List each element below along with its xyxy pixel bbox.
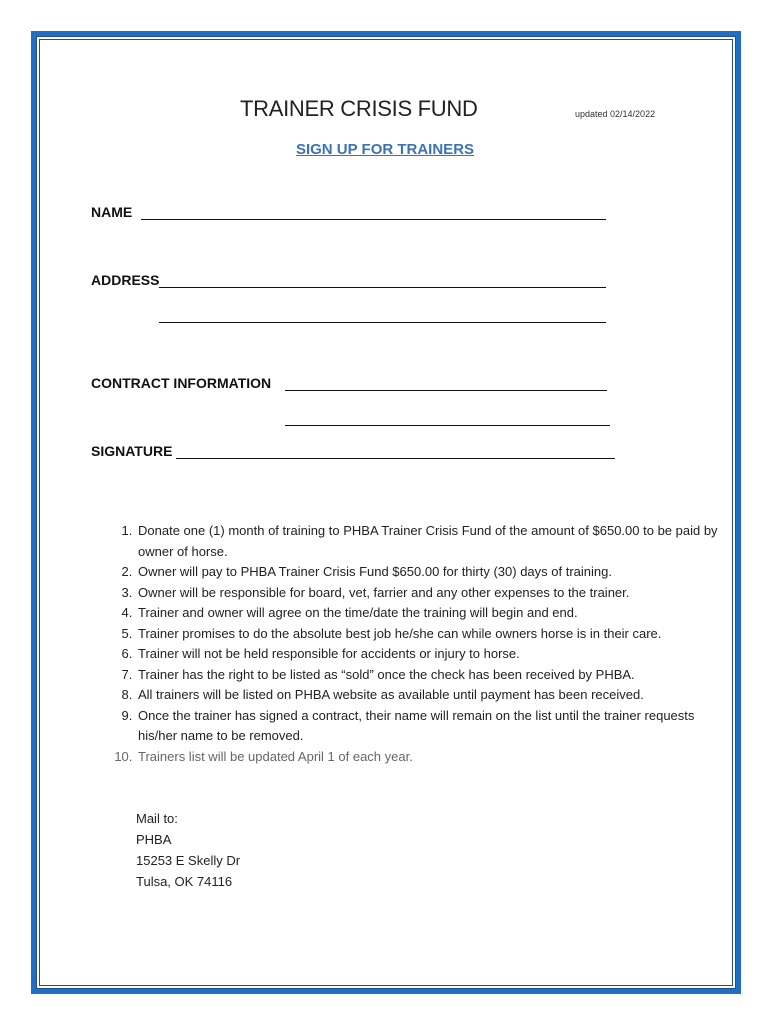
contract-label: CONTRACT INFORMATION [91, 375, 272, 391]
name-label: NAME [91, 204, 133, 220]
list-item: 4. Trainer and owner will agree on the time/date the training will begin and end. [136, 603, 736, 624]
signature-field[interactable] [176, 458, 615, 459]
address-field-line-2[interactable] [159, 322, 606, 323]
mail-line-2: 15253 E Skelly Dr [136, 853, 241, 868]
list-item: 5. Trainer promises to do the absolute best job he/she can while owners horse is in their care. [136, 624, 736, 645]
list-item: 9. Once the trainer has signed a contract, their name will remain on the list until the trainer requests his/her name to be removed. [136, 706, 736, 747]
mail-line-1: PHBA [136, 832, 172, 847]
signature-label: SIGNATURE [91, 443, 173, 459]
mail-line-3: Tulsa, OK 74116 [136, 874, 233, 889]
address-label: ADDRESS [91, 272, 160, 288]
contract-field-line-2[interactable] [285, 425, 610, 426]
contract-field-line-1[interactable] [285, 390, 607, 391]
name-field[interactable] [141, 219, 606, 220]
document-title: TRAINER CRISIS FUND [240, 96, 478, 121]
address-field-line-1[interactable] [159, 287, 606, 288]
terms-list [100, 521, 736, 767]
list-item: 3. Owner will be responsible for board, vet, farrier and any other expenses to the trainer. [136, 583, 736, 604]
form-subtitle: SIGN UP FOR TRAINERS [295, 141, 475, 158]
list-item: 8. All trainers will be listed on PHBA website as available until payment has been received. [136, 685, 736, 706]
list-item: 7. Trainer has the right to be listed as “sold” once the check has been received by PHBA. [136, 665, 736, 686]
list-item: 10. Trainers list will be updated April 1 of each year. [136, 747, 736, 768]
mailing-address [136, 808, 240, 892]
list-item: 1. Donate one (1) month of training to PHBA Trainer Crisis Fund of the amount of $650.00 to be paid by owner of horse. [136, 521, 736, 562]
list-item: 6. Trainer will not be held responsible for accidents or injury to horse. [136, 644, 736, 665]
list-item: 2. Owner will pay to PHBA Trainer Crisis Fund $650.00 for thirty (30) days of training. [136, 562, 736, 583]
mail-heading: Mail to: [136, 811, 178, 826]
updated-date: updated 02/14/2022 [575, 109, 656, 119]
